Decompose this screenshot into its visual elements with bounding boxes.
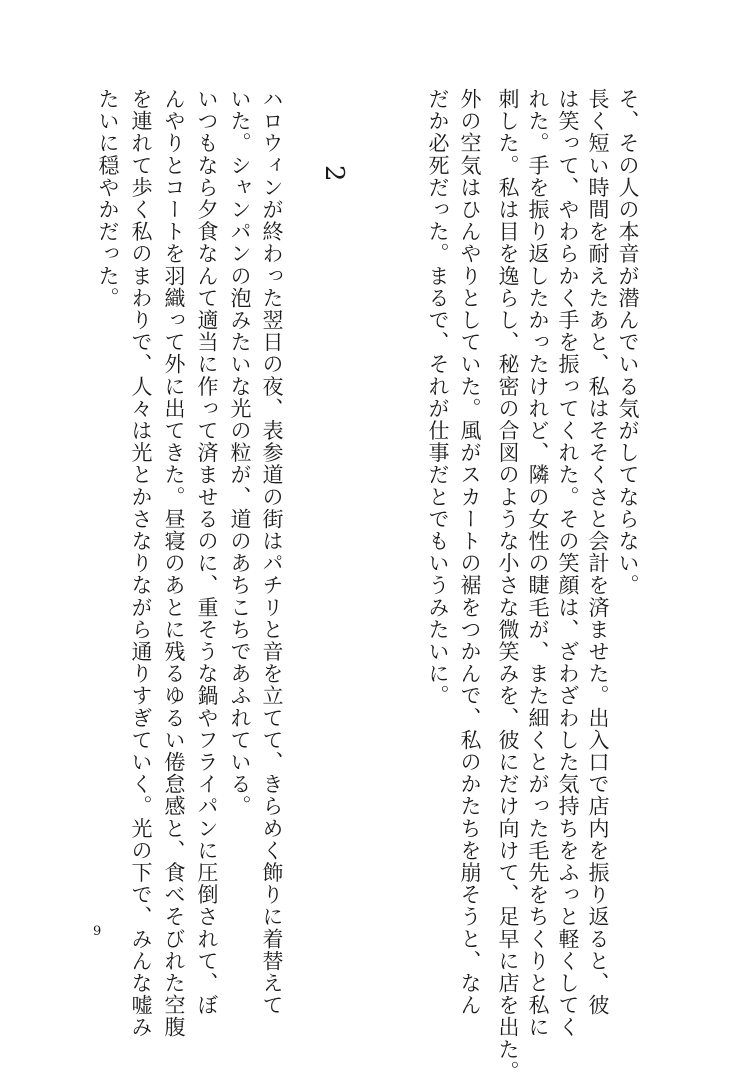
text-line: 刺した。私は目を逸らし、秘密の合図のような小さな微笑みを、彼にだけ向けて、足早に店を出た。 <box>496 88 520 1083</box>
text-line: れた。手を振り返したかったけれど、隣の女性の睫毛が、また細くとがった毛先をちくりと私に <box>526 88 550 1039</box>
text-line: たいに穏やかだった。 <box>96 88 120 309</box>
text-line: いた。シャンパンの泡みたいな光の粒が、道のあちこちであふれている。 <box>228 88 252 818</box>
text-line: 外の空気はひんやりとしていた。風がスカートの裾をつかんで、私のかたちを崩そうと、なん <box>458 88 482 1017</box>
text-line: だか必死だった。まるで、それが仕事だとでもいうみたいに。 <box>426 88 450 707</box>
chapter-number: 2 <box>319 165 349 182</box>
text-line: んやりとコートを羽織って外に出てきた。昼寝のあとに残るゆるい倦怠感と、食べそびれた空腹 <box>162 88 186 1039</box>
text-line: 長く短い時間を耐えたあと、私はそそくさと会計を済ませた。出入口で店内を振り返ると、彼 <box>586 88 610 1017</box>
text-line: いつもなら夕食なんて適当に作って済ませるのに、重そうな鍋やフライパンに圧倒されて、ぼ <box>195 88 219 1017</box>
text-line: そ、その人の本音が潜んでいる気がしてならない。 <box>616 88 640 597</box>
text-line: ハロウィンが終わった翌日の夜、表参道の街はパチリと音を立てて、きらめく飾りに着替えて <box>260 88 284 1017</box>
text-line: は笑って、やわらかく手を振ってくれた。その笑顔は、ざわざわした気持ちをふっと軽くしてく <box>556 88 580 1039</box>
text-line: を連れて歩く私のまわりで、人々は光とかさなりながら通りすぎていく。光の下で、みんな嘘み <box>129 88 153 1039</box>
page-number: 9 <box>93 924 102 939</box>
